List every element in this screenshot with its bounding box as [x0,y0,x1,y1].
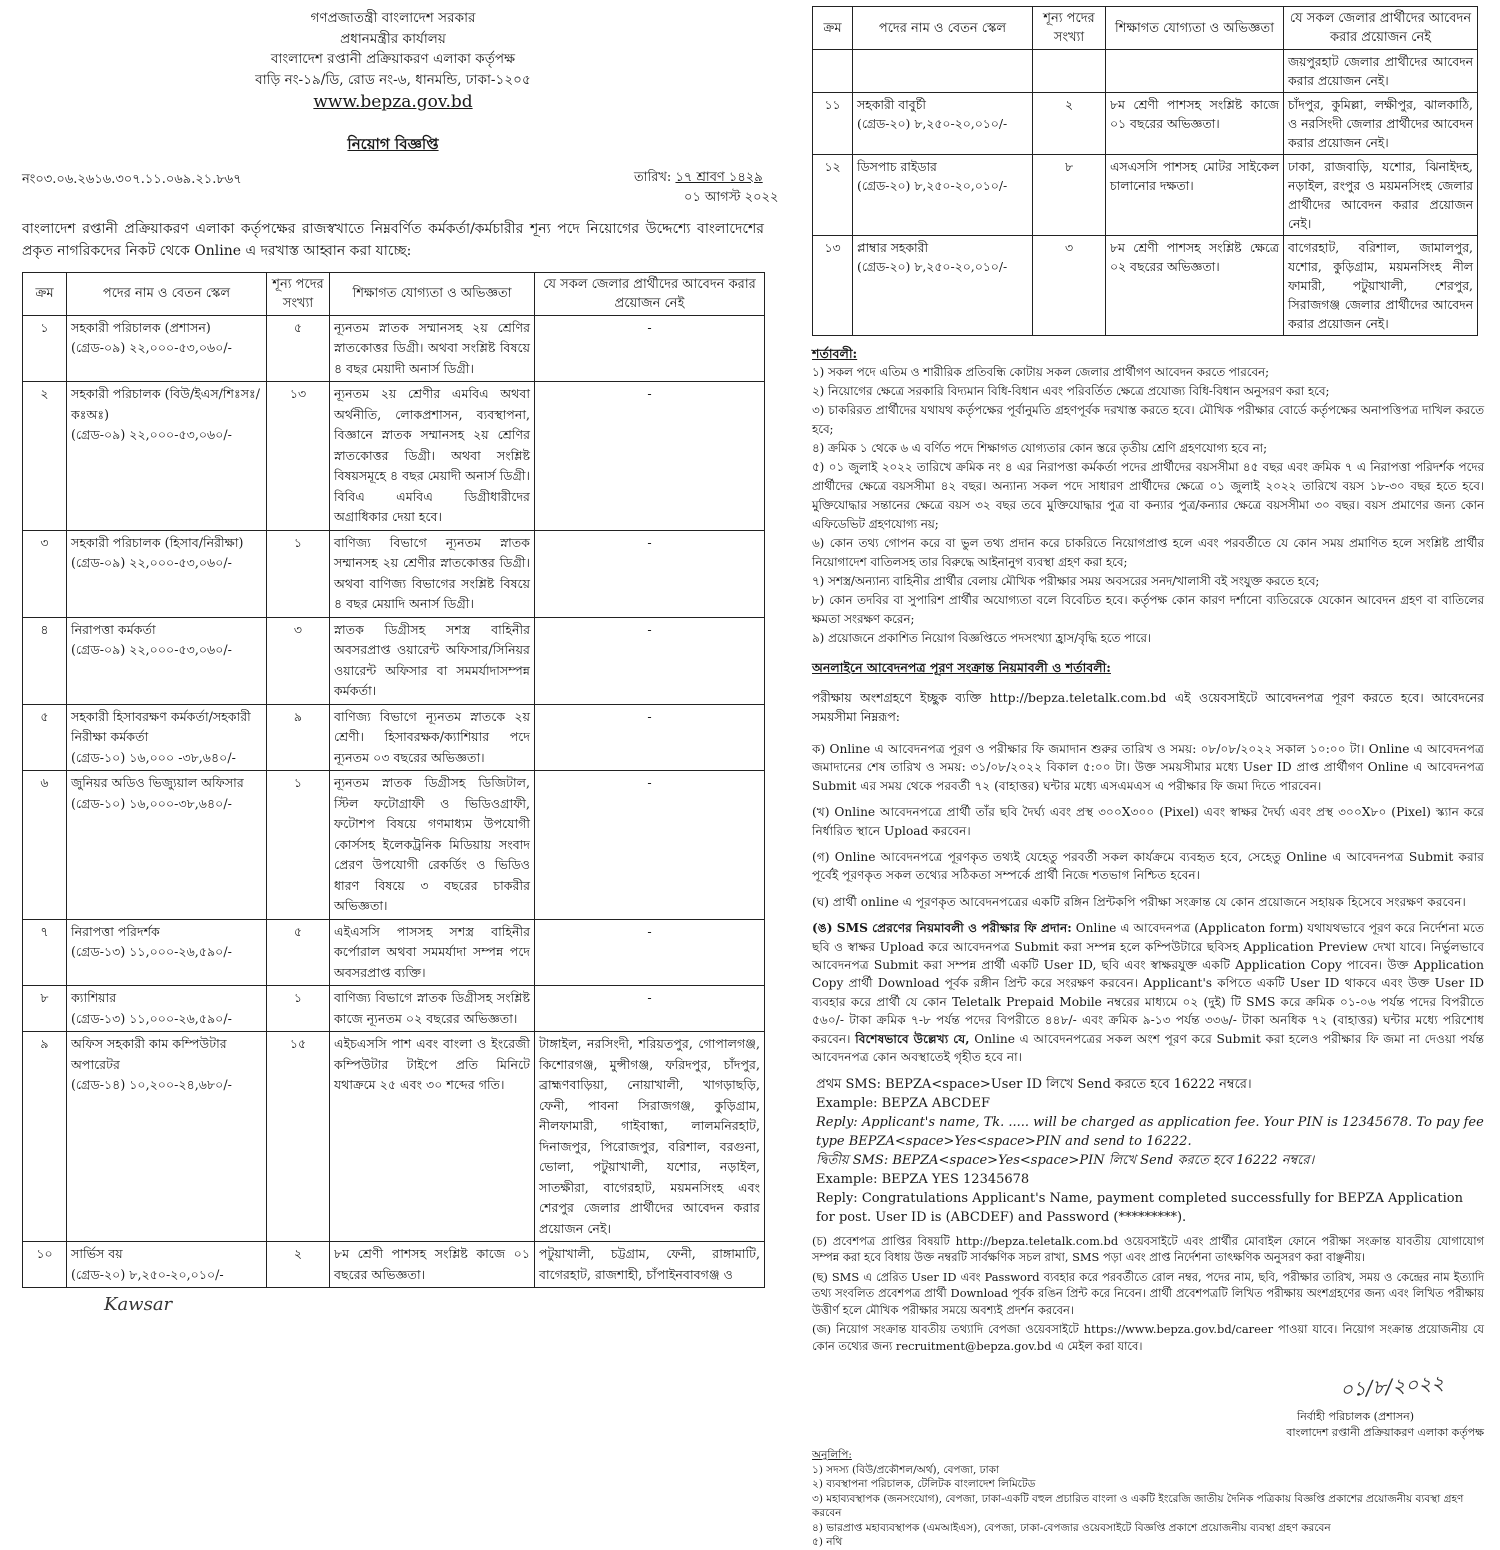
post-cell [67,771,267,920]
table-row [813,50,1478,93]
table-row [23,1242,765,1288]
cc-item: ৫) নথি [812,1536,843,1548]
vacancy-cell: ৩ [1033,236,1106,336]
reference-row [22,164,779,208]
vacancy-cell: ১ [267,771,330,920]
qualification-cell: বাণিজ্য বিভাগে ন্যূনতম স্নাতক সম্মানসহ ২য় শ্রেণীর স্নাতকোত্তর ডিগ্রী। অথবা বাণিজ্য বিভাগের সংশ্লিষ্ট বিষয়ে ৪ বছর মেয়াদি অনার্স ডিগ্রী। [330,530,535,617]
districts-cell: ঢাকা, রাজবাড়ি, যশোর, ঝিনাইদহ, নড়াইল, রংপুর ও ময়মনসিংহ জেলার প্রার্থীদের আবেদন করার প্রয়োজন নেই। [1284,155,1478,236]
table-row [23,530,765,617]
cc-section [812,1448,1484,1550]
col-vacancy: শূন্য পদের সংখ্যা [1033,7,1106,50]
pay-grade: (গ্রেড-১০) ১৬,০০০ -৩৮,৬৪০/- [71,749,236,765]
qualification-cell: ন্যূনতম ২য় শ্রেণীর এমবিএ অথবা অর্থনীতি, লোকপ্রশাসন, ব্যবস্থাপনা, বিজ্ঞানে স্নাতক সম্মানসহ ২য় শ্রেণির স্নাতকোত্তর ডিগ্রী। অথবা সংশ্লিষ্ট বিষয়সমূহে ৪ বছর মেয়াদী অনার্স ডিগ্রী। বিবিএ এমবিএ ডিগ্রীধারীদের অগ্রাধিকার দেয়া হবে। [330,382,535,531]
vacancy-cell: ৮ [1033,155,1106,236]
col-post: পদের নাম ও বেতন স্কেল [67,272,267,315]
conditions-section [812,344,1484,648]
vacancy-table-cont [812,6,1478,336]
condition-item: ৬) কোন তথ্য গোপন করে বা ভুল তথ্য প্রদান করে চাকরিতে নিয়োগপ্রাপ্ত হলে এবং পরবর্তীতে যে কোন সময় প্রমাণিত হলে সংশ্লিষ্ট প্রার্থীর নিয়োগাদেশ বাতিলসহ তার বিরুদ্ধে আইনানুগ ব্যবস্থা গ্রহণ করা হবে; [812,536,1484,569]
pay-grade: (গ্রেড-১৩) ১১,০০০-২৬,৫৯০/- [71,1010,232,1026]
pay-grade: (গ্রেড-১৪) ১০,২০০-২৪,৬৮০/- [71,1077,232,1092]
col-districts: যে সকল জেলার প্রার্থীদের আবেদন করার প্রয়োজন নেই [1284,7,1478,50]
condition-item: ৭) সশস্ত্র/অন্যান্য বাহিনীর প্রার্থীর বেলায় মৌখিক পরীক্ষার সময় অবসরের সনদ/খালাসী বই সংযুক্ত করতে হবে; [812,574,1320,588]
sms-reply-1: Reply: Applicant's name, Tk. ..... will be charged as application fee. Your PIN is 12345678. To pay fee type BEPZA<space>Yes<space>PIN and send to 16222. [816,1114,1484,1149]
address: বাড়ি নং-১৯/ডি, রোড নং-৬, ধানমন্ডি, ঢাকা-১২০৫ [255,71,531,88]
vacancy-cell: ২ [1033,93,1106,155]
qualification-cell: বাণিজ্য বিভাগে স্নাতক ডিগ্রীসহ সংশ্লিষ্ট কাজে ন্যূনতম ০২ বছরের অভিজ্ঞতা। [330,986,535,1032]
date-label: তারিখ: [634,169,672,185]
pay-grade: (গ্রেড-০৯) ২২,০০০-৫৩,০৬০/- [71,427,232,442]
districts-cell: টাঙ্গাইল, নরসিংদী, শরিয়তপুর, গোপালগঞ্জ, কিশোরগঞ্জ, মুন্সীগঞ্জ, ফরিদপুর, চাঁদপুর, ব্রাহ্মণবাড়িয়া, নোয়াখালী, খাগড়াছড়ি, ফেনী, পাবনা সিরাজগঞ্জ, কুড়িগ্রাম, নীলফামারী, গাইবান্ধা, লালমনিরহাট, দিনাজপুর, পিরোজপুর, বরিশাল, বরগুনা, ভোলা, পটুয়াখালী, যশোর, নড়াইল, সাতক্ষীরা, বাগেরহাট, ময়মনসিংহ এবং শেরপুর জেলার প্রার্থীদের আবেদন করার প্রয়োজন নেই। [535,1032,765,1242]
rule-cha: (চ) প্রবেশপত্র প্রাপ্তির বিষয়টি http://bepza.teletalk.com.bd ওয়েবসাইটে এবং প্রার্থীর মোবাইল ফোনে পরীক্ষা সংক্রান্ত যাবতীয় যোগাযোগ সম্পন্ন করা হবে বিধায় উক্ত নম্বরটি সার্বক্ষণিক সচল রাখা, SMS পড়া এবং প্রাপ্ত নির্দেশনা তাৎক্ষণিক অনুসরণ করা বাঞ্ছনীয়। [812,1233,1484,1264]
post-cell [67,530,267,617]
districts-cell: - [535,617,765,704]
conditions-title: শর্তাবলী: [812,346,858,361]
serial-cell: ১১ [813,93,853,155]
post-name: অফিস সহকারী কাম কম্পিউটার অপারেটর [71,1036,227,1072]
cc-title: অনুলিপি: [812,1449,852,1461]
qualification-cell: ন্যূনতম স্নাতক ডিগ্রীসহ ডিজিটাল, স্টিল ফটোগ্রাফী ও ভিডিওগ্রাফী, ফটোশপ বিষয়ে গণমাধ্যম উপযোগী কোর্সসহ ইলেকট্রনিক মিডিয়ায় সংবাদ প্রেরণ উপযোগী রেকর্ডিং ও ভিডিও ধারণ বিষয়ে ৩ বছরের চাকরীর অভিজ্ঞতা। [330,771,535,920]
post-cell [67,919,267,986]
districts-cell: বাগেরহাট, বরিশাল, জামালপুর, যশোর, কুড়িগ্রাম, ময়মনসিংহ নীল ফামারী, পটুয়াখালী, শেরপুর, সিরাজগঞ্জ জেলার প্রার্থীদের আবেদন করার প্রয়োজন নেই। [1284,236,1478,336]
qualification-cell: বাণিজ্য বিভাগে ন্যূনতম স্নাতকে ২য় শ্রেণী। হিসাবরক্ষক/ক্যাশিয়ার পদে ন্যূনতম ০৩ বছরের অভিজ্ঞতা। [330,704,535,771]
post-cell [67,382,267,531]
rule-umo-title: (ঙ) SMS প্রেরণের নিয়মাবলী ও পরীক্ষার ফি প্রদান: [812,921,1072,936]
rule-ga: (গ) Online আবেদনপত্রে পূরণকৃত তথ্যই যেহেতু পরবর্তী সকল কার্যক্রমে ব্যবহৃত হবে, সেহেতু Online এ আবেদনপত্র Submit করার পূর্বেই পূরণকৃত সকল তথ্যের সঠিকতা সম্পর্কে প্রার্থী নিজে শতভাগ নিশ্চিত হবেন। [812,850,1484,883]
office-name: প্রধানমন্ত্রীর কার্যালয় [340,30,446,47]
pay-grade: (গ্রেড-২০) ৮,২৫০-২০,০১০/- [857,259,1008,274]
vacancy-cell: ৩ [267,617,330,704]
districts-cell: - [535,771,765,920]
serial-cell: ৩ [23,530,67,617]
post-name: নিরাপত্তা পরিদর্শক [71,923,160,939]
pay-grade: (গ্রেড-১৩) ১১,০০০-২৬,৫৯০/- [71,944,232,959]
online-intro: পরীক্ষায় অংশগ্রহণে ইচ্ছুক ব্যক্তি http://bepza.teletalk.com.bd এই ওয়েবসাইটে আবেদনপত্র পূরণ করতে হবে। আবেদনের সময়সীমা নিম্নরূপ: [812,690,1484,724]
vacancy-cell: ১৫ [267,1032,330,1242]
serial-cell: ৯ [23,1032,67,1242]
rule-umo-bold: বিশেষভাবে উল্লেখ্য যে, [855,1031,970,1046]
cc-list [812,1463,1484,1550]
qualification-cell: এসএসসি পাশসহ মোটর সাইকেল চালানোর দক্ষতা। [1106,155,1284,236]
table-row [23,315,765,382]
pay-grade: (গ্রেড-০৯) ২২,০০০-৫৩,০৬০/- [71,555,232,570]
post-cell [853,155,1033,236]
col-post: পদের নাম ও বেতন স্কেল [853,7,1033,50]
serial-cell: ১২ [813,155,853,236]
post-name: ক্যাশিয়ার [71,990,117,1005]
table-row [23,1032,765,1242]
col-qualification: শিক্ষাগত যোগ্যতা ও অভিজ্ঞতা [1106,7,1284,50]
col-vacancy: শূন্য পদের সংখ্যা [267,272,330,315]
application-rules [812,740,1484,1067]
intro-paragraph: বাংলাদেশ রপ্তানী প্রক্রিয়াকরণ এলাকা কর্তৃপক্ষের রাজস্বখাতে নিম্নবর্ণিত কর্মকর্তা/কর্মচারীর শূন্য পদে নিয়োগের উদ্দেশ্যে বাংলাদেশের প্রকৃত নাগরিকদের নিকট থেকে Online এ দরখাস্ত আহ্বান করা যাচ্ছে: [22,220,764,259]
condition-item: ১) সকল পদে এতিম ও শারীরিক প্রতিবন্ধি কোটায় সকল জেলার প্রার্থীগণ আবেদন করতে পারবেন; [812,365,1270,379]
vacancy-cell: ৫ [267,315,330,382]
rule-chha: (ছ) SMS এ প্রেরিত User ID এবং Password ব্যবহার করে পরবর্তীতে রোল নম্বর, পদের নাম, ছবি, পরীক্ষার তারিখ, সময় ও কেন্দ্রের নাম ইত্যাদি তথ্য সংবলিত প্রবেশপত্র প্রার্থী Download পূর্বক রঙিন প্রিন্ট করে নিবেন। প্রার্থী প্রবেশপত্রটি লিখিত পরীক্ষায় অংশগ্রহণের জন্য এবং লিখিত পরীক্ষায় উত্তীর্ণ হলে মৌখিক পরীক্ষার সময়ে অবশ্যই প্রদর্শন করবেন। [812,1269,1484,1317]
qualification-cell: এইচএসসি পাশ এবং বাংলা ও ইংরেজী কম্পিউটার টাইপে প্রতি মিনিটে যথাক্রমে ২৫ এবং ৩০ শব্দের গতি। [330,1032,535,1242]
table-body [23,315,765,1288]
vacancy-cell: ১৩ [267,382,330,531]
table-row [23,919,765,986]
post-name: সহকারী বাবুর্চী [857,97,926,112]
reference-number: নং০৩.০৬.২৬১৬.৩০৭.১১.০৬৯.২১.৮৬৭ [22,171,242,187]
serial-cell: ৮ [23,986,67,1032]
districts-cell: - [535,382,765,531]
serial-cell: ৪ [23,617,67,704]
table-row [813,155,1478,236]
qualification-cell: ন্যূনতম স্নাতক সম্মানসহ ২য় শ্রেণির স্নাতকোত্তর ডিগ্রী। অথবা সংশ্লিষ্ট বিষয়ে ৪ বছর মেয়াদী অনার্স ডিগ্রী। [330,315,535,382]
notice-title: নিয়োগ বিজ্ঞপ্তি [347,134,439,153]
govt-name: গণপ্রজাতন্ত্রী বাংলাদেশ সরকার [310,10,476,26]
conditions-list [812,363,1484,648]
post-cell [67,986,267,1032]
districts-cell: - [535,530,765,617]
table-header-row [813,7,1478,50]
condition-item: ৪) ক্রমিক ১ থেকে ৬ এ বর্ণিত পদে শিক্ষাগত যোগ্যতার কোন স্তরে তৃতীয় শ্রেণি গ্রহণযোগ্য হবে না; [812,441,1268,455]
vacancy-table [22,272,765,1289]
pay-grade: (গ্রেড-২০) ৮,২৫০-২০,০১০/- [857,178,1008,193]
serial-cell: ২ [23,382,67,531]
districts-cell: পটুয়াখালী, চট্টগ্রাম, ফেনী, রাঙ্গামাটি, বাগেরহাট, রাজশাহী, চাঁপাইনবাবগঞ্জ ও [535,1242,765,1288]
post-name: নিরাপত্তা কর্মকর্তা [71,621,156,637]
serial-cell: ১ [23,315,67,382]
condition-item: ৯) প্রয়োজনে প্রকাশিত নিয়োগ বিজ্ঞপ্তিতে পদসংখ্যা হ্রাস/বৃদ্ধি হতে পারে। [812,631,1152,645]
online-title: অনলাইনে আবেদনপত্র পূরণ সংক্রান্ত নিয়মাবলী ও শর্তাবলী: [812,660,1111,675]
table-row [813,236,1478,336]
post-cell [67,1032,267,1242]
vacancy-cell: ৫ [267,919,330,986]
districts-cell: - [535,986,765,1032]
table-row [23,617,765,704]
col-qualification: শিক্ষাগত যোগ্যতা ও অভিজ্ঞতা [330,272,535,315]
letterhead [22,8,764,113]
rule-kha: (খ) Online আবেদনপত্রে প্রার্থী তাঁর ছবি দৈর্ঘ্য এবং প্রস্থ ৩০০X৩০০ (Pixel) এবং স্বাক্ষর দৈর্ঘ্য এবং প্রস্থ ৩০০X৮০ (Pixel) স্ক্যান করে নির্ধারিত স্থানে Upload করবেন। [812,805,1484,838]
serial-cell: ৭ [23,919,67,986]
table-body [813,50,1478,336]
table-row [23,986,765,1032]
date-block [634,168,779,208]
post-cell [853,236,1033,336]
pay-grade: (গ্রেড-০৯) ২২,০০০-৫৩,০৬০/- [71,340,232,355]
post-cell [67,315,267,382]
table-row [23,771,765,920]
table-row [23,704,765,771]
website-link[interactable]: www.bepza.gov.bd [313,92,473,112]
serial-cell: ৬ [23,771,67,920]
sms-reply-2: Reply: Congratulations Applicant's Name, payment completed successfully for BEPZA Application for post. User ID is (ABCDEF) and Password (*********). [816,1190,1463,1225]
more-rules [812,1233,1484,1355]
cc-item: ১) সদস্য (বিউ/প্রকৌশল/অর্থ), বেপজা, ঢাকা [812,1463,1000,1476]
sms-instructions [816,1075,1484,1227]
rule-gha: (ঘ) প্রার্থী online এ পূরণকৃত আবেদনপত্রের একটি রঙ্গিন প্রিন্টকপি পরীক্ষা সংক্রান্ত যে কোন প্রয়োজনে সহায়ক হিসেবে সংরক্ষণ করবেন। [812,894,1466,909]
serial-cell: ১৩ [813,236,853,336]
post-name: প্লাম্বার সহকারী [857,240,929,255]
post-name: সহকারী হিসাবরক্ষণ কর্মকর্তা/সহকারী নিরীক্ষা কর্মকর্তা [71,708,251,744]
vacancy-cell: ৯ [267,704,330,771]
signature-block [812,1362,1484,1442]
post-name: সহকারী পরিচালক (হিসাব/নিরীক্ষা) [71,534,244,550]
col-sl: ক্রম [23,272,67,315]
post-cell [853,93,1033,155]
post-cell [67,704,267,771]
left-column [22,0,779,1315]
condition-item: ৫) ০১ জুলাই ২০২২ তারিখে ক্রমিক নং ৪ এর নিরাপত্তা কর্মকর্তা পদের প্রার্থীদের বয়সসীমা ৪৫ বছর এবং ক্রমিক ৭ এ নিরাপত্তা পরিদর্শক পদের প্রার্থীদের ক্ষেত্রে বয়সসীমা ৪২ বছর। অন্যান্য সকল পদে সাধারণ প্রার্থীদের ক্ষেত্রে ০১ জুলাই ২০২২ তারিখে বয়স ১৮-৩০ বছর হতে হবে। মুক্তিযোদ্ধার সন্তানের ক্ষেত্রে বয়স ৩২ বছর তবে মুক্তিযোদ্ধার পুত্র বা কন্যার পুত্র/কন্যার ক্ষেত্রে বয়সসীমা ৩০ বছর। বয়স প্রমাণের জন্য কোন এফিডেভিট গ্রহণযোগ্য নয়; [812,460,1484,531]
vacancy-cell: ২ [267,1242,330,1288]
signature-date: ০১/৮/২০২২ [1338,1370,1445,1402]
qualification-cell: স্নাতক ডিগ্রীসহ সশস্ত্র বাহিনীর অবসরপ্রাপ্ত ওয়ারেন্ট অফিসার/সিনিয়র ওয়ারেন্ট অফিসার বা সমমর্যাদাসম্পন্ন কর্মকর্তা। [330,617,535,704]
post-cell [67,617,267,704]
rule-ja: (জ) নিয়োগ সংক্রান্ত যাবতীয় তথ্যাদি বেপজা ওয়েবসাইটে https://www.bepza.gov.bd/career পাওয়া যাবে। নিয়োগ সংক্রান্ত প্রয়োজনীয় যে কোন তথ্যের জন্য recruitment@bepza.gov.bd এ মেইল করা যাবে। [812,1322,1484,1353]
authority-name: বাংলাদেশ রপ্তানী প্রক্রিয়াকরণ এলাকা কর্তৃপক্ষ [270,51,516,67]
rule-umo: (ঙ) SMS প্রেরণের নিয়মাবলী ও পরীক্ষার ফি প্রদান: Online এ আবেদনপত্র (Applicaton form) যথাযথভাবে পূরণ করে নির্দেশনা মতে ছবি ও স্বাক্ষর Upload করে আবেদনপত্র Submit করা সম্পন্ন হলে কম্পিউটারে ছবিসহ Application Preview দেখা যাবে। নির্ভুলভাবে আবেদনপত্র Submit করা সম্পন্ন প্রার্থী একটি User ID, ছবি এবং স্বাক্ষরযুক্ত একটি Application Copy পাবেন। উক্ত Application Copy প্রার্থী Download পূর্বক রঙ্গীন প্রিন্ট করে সংরক্ষণ করবেন। Applicant's কপিতে একটি User ID থাকবে এবং উক্ত User ID ব্যবহার করে প্রার্থী যে কোন Teletalk Prepaid Mobile নম্বরের মাধ্যমে ০২ (দুই) টি SMS করে ক্রমিক ০১-০৬ পর্যন্ত পদের বিপরীতে ৫৬০/- টাকা ক্রমিক ৭-৮ পর্যন্ত পদের বিপরীতে ৪৪৮/- এবং ক্রমিক ৯-১৩ পর্যন্ত ৩৩৬/- টাকা অনধিক ৭২ (বাহাত্তর) ঘন্টার মধ্যে পরিশোধ করবেন। বিশেষভাবে উল্লেখ্য যে, Online এ আবেদনপত্রের সকল অংশ পূরণ করে Submit করা হলেও পরীক্ষার ফি জমা না দেওয়া পর্যন্ত আবেদনপত্র কোন অবস্থাতেই গৃহীত হবে না। [812,921,1485,1065]
initials-left: Kawsar [104,1294,173,1315]
sms-second: দ্বিতীয় SMS: BEPZA<space>Yes<space>PIN লিখে Send করতে হবে 16222 নম্বরে। [816,1152,1315,1168]
signatory-org: বাংলাদেশ রপ্তানী প্রক্রিয়াকরণ এলাকা কর্তৃপক্ষ [1286,1426,1484,1439]
post-name: জুনিয়র অডিও ভিজ্যুয়াল অফিসার [71,775,244,790]
districts-cell: চাঁদপুর, কুমিল্লা, লক্ষীপুর, ঝালকাঠি, ও নরসিংদী জেলার প্রার্থীদের আবেদন করার প্রয়োজন নেই। [1284,93,1478,155]
vacancy-cell: ১ [267,530,330,617]
condition-item: ২) নিয়োগের ক্ষেত্রে সরকারি বিদ্যমান বিধি-বিধান এবং পরিবর্তিত ক্ষেত্রে প্রযোজ্য বিধি-বিধান অনুসরণ করা হবে; [812,384,1330,398]
cc-item: ৩) মহাব্যবস্থাপক (জনসংযোগ), বেপজা, ঢাকা-একটি বহুল প্রচারিত বাংলা ও একটি ইংরেজি জাতীয় দৈনিক পত্রিকায় বিজ্ঞপ্তি প্রকাশের প্রয়োজনীয় ব্যবস্থা গ্রহণ করবেন [812,1492,1464,1519]
table-row [23,382,765,531]
serial-cell: ১০ [23,1242,67,1288]
online-section [812,658,1484,726]
pay-grade: (গ্রেড-১০) ১৬,০০০-৩৮,৬৪০/- [71,795,232,811]
serial-cell: ৫ [23,704,67,771]
pay-grade: (গ্রেড-২০) ৮,২৫০-২০,০১০/- [857,116,1008,131]
pay-grade: (গ্রেড-২০) ৮,২৫০-২০,০১০/- [71,1266,224,1282]
districts-cell: - [535,704,765,771]
districts-cell: জয়পুরহাট জেলার প্রার্থীদের আবেদন করার প্রয়োজন নেই। [1284,50,1478,93]
sms-first: প্রথম SMS: BEPZA<space>User ID লিখে Send করতে হবে 16222 নম্বরে। [816,1076,1252,1092]
table-row [813,93,1478,155]
cc-item: ৪) ভারপ্রাপ্ত মহাব্যবস্থাপক (এমআইএস), বেপজা, ঢাকা-বেপজার ওয়েবসাইটে বিজ্ঞপ্তি প্রকাশে প্রয়োজনীয় ব্যবস্থা গ্রহণ করবেন [812,1521,1331,1534]
condition-item: ৮) কোন তদবির বা সুপারিশ প্রার্থীর অযোগ্যতা বলে বিবেচিত হবে। কর্তৃপক্ষ কোন কারণ দর্শানো ব্যতিরেকে যেকোন আবেদন গ্রহণ বা বাতিলের ক্ষমতা সংরক্ষণ করেন; [812,593,1484,626]
qualification-cell: এইএসসি পাসসহ সশস্ত্র বাহিনীর কর্পোরাল অথবা সমমর্যাদা সম্পন্ন পদে অবসরপ্রাপ্ত ব্যক্তি। [330,919,535,986]
table-header-row [23,272,765,315]
sms-example-2: Example: BEPZA YES 12345678 [816,1171,1030,1187]
pay-grade: (গ্রেড-০৯) ২২,০০০-৫৩,০৬০/- [71,642,232,657]
post-name: ডিসপাচ রাইডার [857,159,937,174]
date-english: ০১ আগস্ট ২০২২ [684,189,779,205]
districts-cell: - [535,315,765,382]
post-name: সার্ভিস বয় [71,1246,123,1261]
sms-example-1: Example: BEPZA ABCDEF [816,1095,990,1111]
cc-item: ২) ব্যবস্থাপনা পরিচালক, টেলিটক বাংলাদেশ লিমিটেড [812,1478,1036,1490]
col-sl: ক্রম [813,7,853,50]
post-cell [67,1242,267,1288]
post-name: সহকারী পরিচালক (প্রশাসন) [71,319,211,335]
qualification-cell: ৮ম শ্রেণী পাশসহ সংশ্লিষ্ট কাজে ০১ বছরের অভিজ্ঞতা। [1106,93,1284,155]
rule-ka: ক) Online এ আবেদনপত্র পূরণ ও পরীক্ষার ফি জমাদান শুরুর তারিখ ও সময়: ০৮/০৮/২০২২ সকাল ১০:০০ টা। Online এ আবেদনপত্র জমাদানের শেষ তারিখ ও সময়: ৩১/০৮/২০২২ বিকাল ৫:০০ টা। উক্ত সময়সীমার মধ্যে User ID প্রাপ্ত প্রার্থীগণ Online এ আবেদনপত্র Submit এর সময় থেকে পরবর্তী ৭২ (বাহাত্তর) ঘন্টার মধ্যে এসএমএস এ পরীক্ষার ফি জমা দিতে পারবেন। [812,742,1484,793]
districts-cell: - [535,919,765,986]
qualification-cell: ৮ম শ্রেণী পাশসহ সংশ্লিষ্ট ক্ষেত্রে ০২ বছরের অভিজ্ঞতা। [1106,236,1284,336]
condition-item: ৩) চাকরিরত প্রার্থীদের যথাযথ কর্তৃপক্ষের পূর্বানুমতি গ্রহণপূর্বক দরখাস্ত করতে হবে। মৌখিক পরীক্ষার বোর্ডে কর্তৃপক্ষের অনাপত্তিপত্র দাখিল করতে হবে; [812,403,1484,436]
signatory-title: নির্বাহী পরিচালক (প্রশাসন) [1297,1410,1414,1423]
col-districts: যে সকল জেলার প্রার্থীদের আবেদন করার প্রয়োজন নেই [535,272,765,315]
qualification-cell: ৮ম শ্রেণী পাশসহ সংশ্লিষ্ট কাজে ০১ বছরের অভিজ্ঞতা। [330,1242,535,1288]
post-name: সহকারী পরিচালক (বিউ/ইএস/শিঃসঃ/কঃঅঃ) [71,386,260,422]
date-bangla: ১৭ শ্রাবণ ১৪২৯ [675,169,763,185]
right-column [812,0,1484,1550]
vacancy-cell: ১ [267,986,330,1032]
